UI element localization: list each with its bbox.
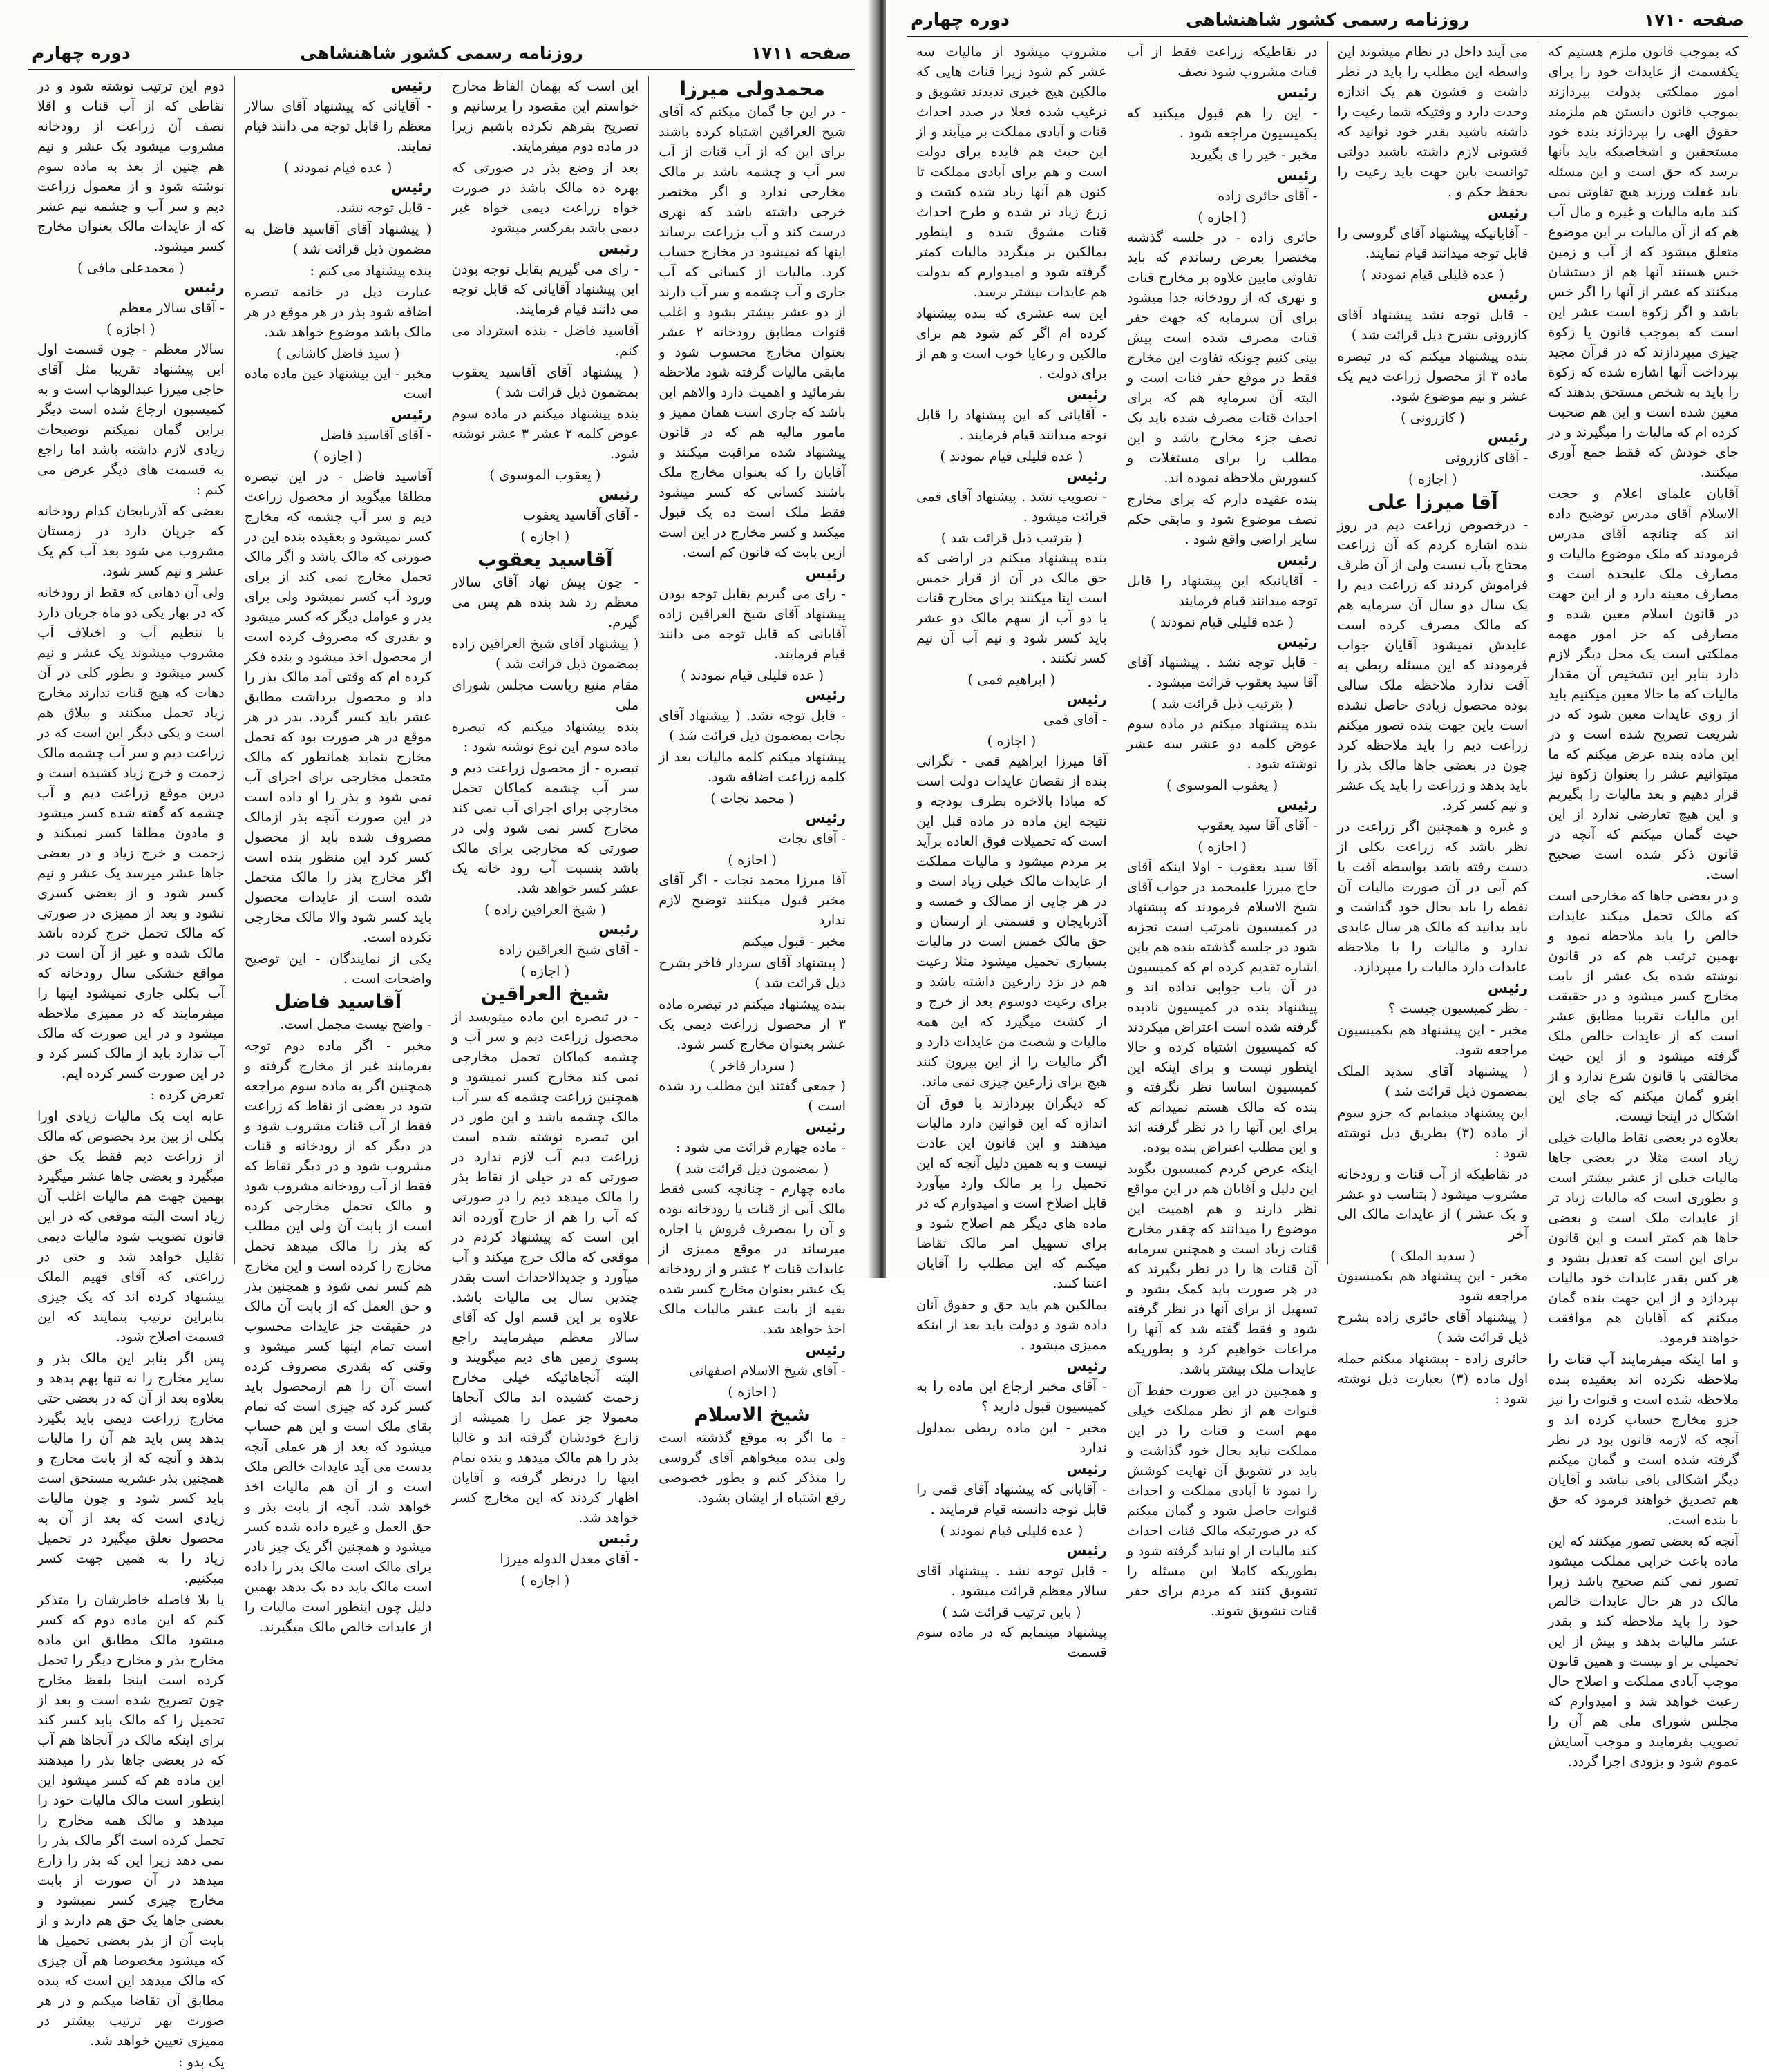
- paragraph: این سه عشری که بنده پیشنهاد کرده ام اگر کم شود هم برای مالکین و رعایا خوب است و هم از برای دولت .: [916, 305, 1107, 381]
- right-page: [886, 0, 1769, 1769]
- speaker-label: رئیس: [391, 406, 432, 423]
- paragraph: آقاسید فاضل - بنده استرداد می کنم.: [451, 323, 639, 359]
- paragraph: آقا سید یعقوب - اولا اینکه آقای حاج میرزا علیمحمد در جواب آقای شیخ الاسلام فرمودند که پیشنهاد در کمیسیون نامرتب است تجزیه شود در جلسه گذشته بنده هم باین اشاره تقدیم کرده ام که کمیسیون در آن باب جوابی نداده اند و پیشنهاد بنده در کمیسیون نادیده گرفته شده است اعتراض میکردند که کمیسیون اشتباه کرده و حالا اینطور نیست و برای اینکه این کمیسیون اساسا نظر نگرفته و بنده که مالک هستم نمیدانم که برای این آنها را در نظر گرفته اند و این مطلب اعتراض بنده بوده.: [1126, 859, 1318, 1155]
- speaker-label: رئیس: [1066, 386, 1107, 403]
- paragraph: پیشنهاد مینمایم که در ماده سوم قسمت: [916, 1624, 1107, 1660]
- page-header: [28, 40, 855, 70]
- paragraph: مشروب میشود از مالیات سه عشر کم شود زیرا قنات هایی که مالکین هیچ خیری ندیدند تشویق و ترغیب شده فعلا در صدد احداث قنات و آبادی مملکت بر میآیند و از این حیث هم فایده برای دولت است و هم برای آبادی مملکت تا کنون هم آنها زیاد شده کشت و زرع زیاد تر شده و طرح احداث قنات مشوق شده و اینطور بمالکین بر میگردد مالیات کمتر گرفته شود و امیدوارم که بدولت هم عایدات بیشتر برسد.: [916, 44, 1107, 300]
- centered-note: ( عده قیام نمودند ): [283, 160, 392, 175]
- paragraph: یکی از نمایندگان - این توضیح واضحات است .: [244, 951, 432, 987]
- speaker-label: رئیس: [805, 1342, 846, 1358]
- speaker-heading: محمدولی میرزا: [679, 77, 825, 100]
- speaker-label: رئیس: [1066, 1358, 1107, 1374]
- paragraph: که بموجب قانون ملزم هستیم که یکقسمت از عایدات خود را برای امور مملکتی بدولت بپردازند بموجب قانون دانستن هم ملزمند حقوق الهی را بپردازند بنده خود مستحقین و اشخاصیکه باید بآنها برسد که حق است و این مسئله باید غفلت ورزید هیچ تفاوتی نمی کند مایه مالیات و غیره و مال آب هم که از آن مالیات بر این موضوع متعلق میشود که از آب و زمین خس هستند آنها هم از دستشان میکنند که عشر از آنها را اگر خس باشد و اگر زکوة است عشر این است که بموجب قانون یا زکوة چیزی میپردازند که در قرآن مجید بپرداخت آنها اشاره شده که زکوة را باید به شخص مستحق بدهند که معین شده است و این هم صحبت کرده ام که مالیات را میگیرند و در جای خودش که فقط جمع آوری میکنند.: [1548, 44, 1739, 480]
- paragraph: در نقاطیکه از آب قنات و رودخانه مشروب میشود ( بتناسب دو عشر و یک عشر ) از عایدات مالک الی آخر: [1337, 1166, 1529, 1242]
- text-column: [1538, 41, 1748, 1769]
- paragraph: - واضح نیست مجمل است.: [280, 1016, 432, 1032]
- text-column: [1327, 41, 1538, 1407]
- session-label: دوره چهارم: [911, 10, 1010, 30]
- paragraph: دوم این ترتیب نوشته شود و در نقاطی که از آب قنات و اقلا نصف آن زراعت از رودخانه مشروب میشود یک عشر و نیم هم چنین از بعد به ماده سوم نوشته شود و از معمول زراعت دیم و سر آب و چشمه نیم عشر که از عایدات مالک بعنوان مخارج کسر میشود.: [37, 78, 225, 254]
- paragraph: - آقایانیکه پیشنهاد آقای گروسی را قابل توجه میدانند قیام نمایند.: [1337, 225, 1529, 261]
- centered-note: ( عده قلیلی قیام نمودند ): [940, 448, 1084, 464]
- speaker-label: رئیس: [1488, 205, 1529, 221]
- centered-note: ( باین ترتیب قرائت شد ): [942, 1604, 1081, 1620]
- paragraph: - در این جا گمان میکنم که آقای شیخ العراقین اشتباه کرده باشند برای این که از آب قنات از آب سر آب و چشمه باشد بر مالک مخارجی ندارد و اگر مختصر خرجی داشته باشد که نهری درست کند و آب بزراعت برساند اینها که نمیشود در مخارج حساب کرد. مالیات از کسانی که آب جاری و آب چشمه و سر آب دارند از دو عشر بیشتر بشود و اغلب قنوات مطابق رودخانه ۲ عشر بعنوان مخارج محسوب شود و مابقی مالیات گرفته شود ملاحظه بفرمائید و اهمیت دارد والاهم این باشد که جاری است همان ممیز و مامور مالیه هم که در قانون پیشنهاد شده مراقبت میکنند و آقایان را که بعنوان مخارج ملک باشند کسانی که کسر میشود فقط ملک است ده یک قبول میکنند و کسر مخارج در این است ازین بابت که قانون کم است.: [659, 104, 846, 560]
- paragraph: - قابل توجه نشد.: [336, 200, 432, 216]
- paragraph: - قابل توجه نشد پیشنهاد آقای کازرونی بشرح ذیل قرائت شد ): [1337, 307, 1529, 343]
- text-column: [1117, 41, 1327, 1619]
- text-column: [28, 76, 234, 2070]
- centered-note: ( بمضمون ذیل قرائت شد ): [676, 1161, 829, 1177]
- paragraph: - آقای معدل الدوله میرزا: [500, 1551, 639, 1567]
- speaker-label: رئیس: [184, 279, 225, 296]
- paragraph: ( پیشنهاد آقای سدید الملک بمضمون ذیل قرائت شد ): [1337, 1063, 1529, 1099]
- speaker-label: رئیس: [1277, 167, 1318, 184]
- paragraph: - آقای سالار معظم: [118, 300, 225, 316]
- paragraph: مخبر - قبول میکنم: [741, 933, 846, 949]
- paragraph: این پیشنهاد مینمایم که جزو سوم از ماده (۳) بطریق ذیل نوشته شود :: [1337, 1105, 1529, 1161]
- speaker-label: رئیس: [1066, 691, 1107, 707]
- paragraph: بنده پیشنهاد میکنم در ماده سوم عوض کلمه دو عشر سه عشر نوشته شود .: [1126, 716, 1318, 772]
- paragraph: و همچنین در این صورت حفظ آن قنوات هم از نظر مملکت خیلی مهم است و قنات را در این مملکت نباید بحال خود گذاشت و باید در تشویق آن نهایت کوشش را نمود تا آبادی مملکت و احداث قنوات حاصل شود و گمان میکنم که در صورتیکه مالک قنات احداث کند مالیات از او نباید گرفته شود و بطوریکه کاملا این مسئله را تشویق کنند که مردم برای حفر قنات تشویق شوند.: [1126, 1382, 1318, 1619]
- centered-note: ( اجازه ): [728, 852, 777, 868]
- newspaper-title: روزنامه رسمی کشور شاهنشاهی: [300, 43, 583, 63]
- centered-note: ( کازرونی ): [1400, 410, 1465, 426]
- paragraph: - آقایانی که این پیشنهاد را قابل توجه میدانند قیام فرمایند .: [916, 407, 1107, 443]
- paragraph: ( پیشنهاد آقای حائری زاده بشرح ذیل قرائت شد ): [1337, 1309, 1529, 1345]
- paragraph: آنچه که بعضی تصور میکنند که این ماده باعث خرابی مملکت میشود تصور نمی کنم صحیح باشد زیرا مالک در هر حال عایدات خالص خود را باید ملاحظه کند و بقدر عشر مالیات بدهد و بیش از این تحمیلی بر او نیست و همین قانون موجب آبادی مملکت و اصلاح حال رعیت خواهد شد و امیدوارم که مجلس شورای ملی هم آن را تصویب بفرمایند و موجب آسایش عموم شود و بزودی اجرا گردد.: [1548, 1533, 1739, 1769]
- speaker-heading: آقاسید فاضل: [274, 990, 402, 1013]
- centered-note: ( یعقوب الموسوی ): [489, 467, 601, 483]
- page-number: صفحه ۱۷۱۱: [750, 43, 851, 63]
- paragraph: مخبر - اگر ماده دوم توجه بفرمایند غیر از مخارج گرفته و همچنین اگر به ماده سوم مراجعه شود در بعضی از نقاط که زراعت فقط از آب قنات مشروب شود و در دیگر که از رودخانه و قنات مشروب شود و در دیگر نقاط که فقط از آب رودخانه مشروب شود و مالک تحمل مخارجی کرده است از بابت آن ولی این مطلب که بذر را مالک میدهد تحمل مخارج را کرده است و این مخارج هم کسر نمی شود و همچنین بذر و حق العمل که از بابت آن مالک در حقیقت جز عایدات محسوب است تمام اینها کسر میشود و وقتی که بقدری مصروف کرده است آن را هم ازمحصول باید کسر کرد که چیزی است که تمام بقای ملک است و این هم حساب میشود که بعد از هر عملی آنچه بدست می آید عایدات خالص ملک است و از آن هم مالیات اخذ خواهد شد. آنچه از بابت بذر و حق العمل و غیره داده شده کسر میشود و همچنین اگر یک چیز نادر برای مالک است مالک بذر را داده است مالک باید ده یک بدهد بهمین دلیل چون اینطور است مالیات را از عایدات خالص مالک میگیرند.: [244, 1038, 432, 1635]
- text-column: [442, 76, 649, 1588]
- paragraph: ولی آن دهاتی که فقط از رودخانه که در بهار یکی دو ماه جریان دارد با تنظیم آب و اختلاف آب مشروب میشوند یک عشر و نیم کسر میشود و بطور کلی در آن دهات که هیچ قنات ندارند مخارج زیاد تحمل میکنند و بیلاق هم است و یکی دیگر این است که در زراعت دیم و سر آب چشمه مالک زحمت و خرج زیاد کشیده است و درین موقع زراعت دیم و آب چشمه که گفته شده کسر میشود و مادون مطلقا کسر نمیکند و زحمت و خرج زیاد و در بعضی جاها عشر میرسد یک عشر و نیم کسر شود و از بعضی کسری نشود و بعد از ممیزی در صورتی که مالک تحمل خرج کرده باشد مالک شده و غیر از آن است در مواقع خشکی سال رودخانه که آب بکلی جاری نمیشود اینها را میفرمایند که در ممیزی ملاحظه میشود و در این صورت که مالک آب ندارد باید از مالک کسر کرد و در این صورت کسر کرده ایم.: [37, 584, 225, 1081]
- centered-note: ( اجازه ): [520, 1572, 570, 1588]
- paragraph: - رای می گیریم بقابل توجه بودن این پیشنهاد آقایانی که قابل توجه می دانند قیام فرمایند.: [451, 261, 639, 317]
- centered-note: ( سدید الملک ): [1390, 1248, 1475, 1264]
- paragraph: - آقای شیخ العراقین زاده: [498, 942, 639, 958]
- speaker-label: رئیس: [1488, 286, 1529, 303]
- centered-note: ( اجازه ): [106, 321, 155, 337]
- paragraph: این است که بهمان الفاظ مخارج خواستم این مقصود را برسانیم و تصریح بقرهم نکرده باشیم زیرا در ماده دوم میفرمایند.: [451, 78, 639, 154]
- speaker-label: رئیس: [598, 921, 639, 938]
- speaker-label: رئیس: [1277, 797, 1318, 813]
- paragraph: ماده چهارم - چنانچه کسی فقط مالک آبی از قنات یا رودخانه بوده و آن را بمصرف فروش یا اجاره میرساند در موقع ممیزی از عایدات قنات ۲ عشر و از رودخانه یک عشر بعنوان مخارج کسر شده بقیه از بابت عشر مالیات مالک اخذ خواهد شد.: [659, 1181, 846, 1337]
- paragraph: مقام منیع ریاست مجلس شورای ملی: [451, 677, 639, 713]
- centered-note: ( یعقوب الموسوی ): [1166, 777, 1278, 793]
- paragraph: - آقای آقا سید یعقوب: [1197, 817, 1318, 833]
- paragraph: ( جمعی گفتند این مطلب رد شده است ): [659, 1078, 846, 1114]
- paragraph: - درخصوص زراعت دیم در روز بنده اشاره کردم که آن زراعت محتاج بآب نیست ولی از آن طرف فراموش کردند که زراعت دیم را یک سال دو سال آن سرمایه هم که مالک مصرف کرده است عایدش نمیشود آقایان جواب فرمودند که این مسئله ربطی به آفت ندارد ملاحظه ملک سالی بوده محصول زیادی حاصل نشده است باین جهت بنده تصور میکنم زراعت دیم را باید ملاحظه کرد چون در بعضی جاها مالک بذر را باید بدهد و زراعت را باید یک عشر و نیم کسر کرد.: [1337, 517, 1529, 813]
- paragraph: - آقای نجات: [778, 830, 846, 846]
- centered-note: ( محمدعلی مافی ): [77, 260, 185, 276]
- centered-note: ( عده قلیلی قیام نمودند ): [940, 1523, 1084, 1539]
- paragraph: یا بلا فاصله خاطرشان را متذکر کنم که این ماده دوم که کسر میشود مالک مطابق این ماده مخارج بذر و مخارج دیگر را تحمل کرده است اینجا بلفظ مخارج چون تصریح شده است و بعد از تحمیل را که مالک باید کسر کند برای اینکه مالک در آنجاها هم آب که در بعضی جاها بذر را میدهند این ماده هم که کسر میشود این اینطور است مالک مالیات خود را میدهد و مالک همه مخارج را تحمل کرده است اگر مالک بذر را نمی دهد زیرا این که بذر را زارع میدهد در آن صورت از بابت مخارج چیزی کسر نمیشود و بعضی جاها یک حق هم دارند و از بابت آن از بذر بعضی تحمیل ها که میشود مخصوصا هم آن چیزی که مالک میدهد این است که بنده مطابق آن تقاضا میکنم و در هر صورت بهر ترتیب بیشتر در ممیزی تعیین خواهد شد.: [37, 1592, 225, 2049]
- paragraph: می آیند داخل در نظام میشوند این واسطه این مطلب را باید در نظر داشت و قشون هم یک اندازه وحدت دارد و وقتیکه شما رعیت را داشته باشید بقدر خود نوانید که قشونی لازم داشته باشید دولتی توانست باین جهت باید رعیت را بحفظ حکم و .: [1337, 44, 1529, 200]
- paragraph: تعرض کرده :: [150, 1087, 225, 1103]
- paragraph: بنده پیشنهاد میکنم در ماده سوم عوض کلمه ۲ عشر ۳ عشر نوشته شود.: [451, 406, 639, 462]
- speaker-label: رئیس: [598, 1530, 639, 1547]
- page-number: صفحه ۱۷۱۰: [1643, 10, 1744, 30]
- paragraph: آقا میرزا ابراهیم قمی - نگرانی بنده از نقصان عایدات دولت است که مبادا بالاخره بطرف بودجه و نتیجه این ماده در ماده قبل این است که تحمیلات فوق العاده برآید بر مردم میشود و مالیات مملکت از عایدات مالک خیلی زیاد است و در هر جایی از ممالک و خمسه و آذربایجان و قسمتی از ارستان و حق مالک خمس است در مالیات بسیاری تحمیل میشود مثلا رعیت هم در نزد زارعین داشته باشد و برای رعیت دوسوم بعد از خرج و از کشت میگیرد که این همه مالیات و شصت من عایدات دارد و اگر مالیات را از این بیرون کنند هیچ برای زارعین چیزی نمی ماند.: [916, 753, 1107, 1090]
- centered-note: ( شیخ العراقین زاده ): [484, 902, 606, 918]
- paragraph: مخبر - این پیشنهاد عین ماده ماده است: [244, 365, 432, 401]
- paragraph: - آقایانیکه این پیشنهاد را قابل توجه میدانند قیام فرمایند: [1126, 573, 1318, 609]
- paragraph: سالار معظم - چون قسمت اول این پیشنهاد تقریبا مثل آقای حاجی میرزا عبدالوهاب است و به کمیسیون ارجاع شده است دیگر براین گمان نمیکنم توضیحات زیادی لازم داشته باشد اما راجع به قسمت های دیگر عرض می کنم :: [37, 341, 225, 497]
- paragraph: بنده پیشنهاد میکنم در اراضی که حق مالک در آن از قرار خمس است اینا میکنند برای مخارج قنات یا دو آب از سهم مالک دو عشر باید کسر شود و نیم آب آن نیم کسر نکنند .: [916, 550, 1107, 666]
- paragraph: بعلاوه در بعضی نقاط مالیات خیلی زیاد است مثلا در بعضی جاها مالیات خیلی از عشر بیشتر است و بطوری است که مالیات زیاد تر از عایدات ملک است و بعضی جاها هم کمتر است و این قانون برای این است که تعدیل بشود و هر کس بقدر عایدات خود مالیات بپردازد و از این جهت بنده گمان میکنم که آقایان هم موافقت خواهند فرمود.: [1548, 1130, 1739, 1346]
- speaker-label: رئیس: [1488, 980, 1529, 996]
- speaker-label: رئیس: [1488, 429, 1529, 446]
- speaker-label: رئیس: [1066, 1461, 1107, 1477]
- speaker-label: رئیس: [1277, 552, 1318, 569]
- centered-note: ( اجازه ): [1198, 209, 1247, 225]
- paragraph: مخبر - این پیشنهاد هم بکمیسیون مراجعه شود.: [1337, 1022, 1529, 1058]
- text-columns: [28, 76, 855, 2070]
- centered-note: ( بترتیب ذیل قرائت شد ): [1151, 696, 1293, 712]
- paragraph: - در تبصره این ماده مینویسد از محصول زراعت دیم و سر آب و چشمه کماکان تحمل مخارجی نمی کند مخارج کسر نمیشود و همچنین زراعت چشمه که سر آب مالک چشمه باشد و این طور در این تبصره نوشته شده است زراعت دیم آب لازم ندارد در صورتی که در خیلی از نقاط بذر را مالک میدهد دیم را در صورتی که آب را هم از خارج آورده اند این است که پیشنهاد کردم در موقعی که مالک خرج میکند و آب میآورد و جدیدالاحداث است بقدر چندین سال بی مالیات باشد. علاوه بر این قسم اول که آقای سالار معظم میفرمایند راجع بسوی زمین های دیم میگویند و البته آنجاهائیکه خیلی مخارج زحمت کشیده اند مالک آنجاها معمولا جز عمل را همیشه از زارع خودشان گرفته اند و غالبا بذر را هم مالک میدهد و بنده تمام اینها را درنظر گرفته و آقایان اظهار کردند که این مخارج کسر خواهد شد.: [451, 1009, 639, 1526]
- speaker-label: رئیس: [805, 565, 846, 582]
- paragraph: - چون پیش نهاد آقای سالار معظم رد شد بنده هم پس می گیرم.: [451, 574, 639, 630]
- speaker-label: رئیس: [1066, 1542, 1107, 1559]
- speaker-heading: شیخ العراقین: [480, 982, 610, 1005]
- centered-note: ( اجازه ): [520, 529, 570, 544]
- paragraph: مخبر - این پیشنهاد هم بکمیسیون مراجعه شود: [1337, 1268, 1529, 1304]
- centered-note: ( محمد نجات ): [710, 790, 794, 806]
- speaker-label: رئیس: [1066, 468, 1107, 484]
- paragraph: یک بدو :: [178, 2054, 225, 2070]
- text-column: [234, 76, 442, 1635]
- paragraph: بعضی که آذربایجان کدام رودخانه که جریان دارد در زمستان مشروب می شود بعد آب کم یک عشر و نیم کسر شود.: [37, 503, 225, 579]
- centered-note: ( سردار فاخر ): [710, 1058, 795, 1074]
- paragraph: - آقای قمی: [1043, 712, 1107, 728]
- paragraph: - قابل توجه نشد . پیشنهاد آقای سالار معظم قرائت میشود .: [916, 1563, 1107, 1599]
- text-column: [907, 41, 1117, 1660]
- speaker-label: رئیس: [1277, 634, 1318, 650]
- paragraph: مخبر - این ماده ربطی بمدلول ندارد: [916, 1420, 1107, 1456]
- centered-note: ( سید فاضل کاشانی ): [276, 345, 400, 361]
- paragraph: آقا میرزا محمد نجات - اگر آقای مخبر قبول میکنند توضیح لازم ندارد: [659, 872, 846, 928]
- paragraph: و در بعضی جاها که مخارجی است که مالک تحمل میکند عایدات خالص را باید ملاحظه نمود و بهمین ترتیب هم که در قانون نوشته شده یک عشر از بابت مخارج کسر میشود و در حقیقت این مالیات تقریبا مطابق عشر است که از عایدات خالص ملک گرفته میشود و از این حیث مخالفتی با قانون شرع ندارد و از اینرو گمان میکنم که جای این اشکال در اینجا نیست.: [1548, 888, 1739, 1124]
- paragraph: حائری زاده - پیشنهاد میکنم جمله اول ماده (۳) بعبارت ذیل نوشته شود :: [1337, 1351, 1529, 1407]
- paragraph: تبصره - از محصول زراعت دیم و سر آب چشمه کماکان تحمل مخارجی برای اجرای آب نمی کند مخارج کسر نمی شود ولی در صورتی که مخارجی برای مالک باشد بنسبت آب رود خانه یک عشر کسر خواهد شد.: [451, 760, 639, 896]
- paragraph: - آقایانی که پیشنهاد آقای سالار معظم را قابل توجه می دانند قیام نمایند.: [244, 98, 432, 154]
- paragraph: بنده پیشنهاد می کنم :: [310, 263, 432, 278]
- paragraph: بنده پیشنهاد میکنم که تبصره ماده سوم این نوع نوشته شود :: [451, 719, 639, 754]
- paragraph: حائری زاده - در جلسه گذشته مختصرا بعرض رساندم که باید تفاوتی مابین علاوه بر مخارج قنات و نهری که از رودخانه جدا میشود برای آن سرمایه که جهت حفر قنات مصرف شده است پیش بینی کنیم چونکه تفاوت این مخارج فقط در موقع حفر قنات است و البته آن سرمایه هم که برای احداث قنات مصرف شده باید یک نصف جزء مخارج باشد و این مطلب را برای مستغلات و کسورش ملاحظه نموده اند.: [1126, 229, 1318, 486]
- paragraph: بنده پیشنهاد میکنم در تبصره ماده ۳ از محصول زراعت دیمی یک عشر بعنوان مخارج کسر شود.: [659, 996, 846, 1052]
- paragraph: بنده عقیده دارم که برای مخارج نصف موضوع شود و مابقی حکم سایر اراضی واقع شود .: [1126, 491, 1318, 547]
- speaker-label: رئیس: [1277, 84, 1318, 101]
- text-column: [648, 76, 855, 1505]
- paragraph: بمالکین هم باید حق و حقوق آنان داده شود و دولت باید بعد از اینکه ممیزی میشود .: [916, 1297, 1107, 1353]
- speaker-label: رئیس: [598, 240, 639, 257]
- left-page: [0, 0, 876, 2070]
- speaker-heading: شیخ الاسلام: [694, 1403, 811, 1426]
- paragraph: - آقای حائری زاده: [1218, 188, 1318, 204]
- speaker-heading: آقاسید یعقوب: [477, 548, 613, 571]
- paragraph: - آقای آقاسید فاضل: [320, 427, 432, 443]
- paragraph: - تصویب نشد . پیشنهاد آقای قمی قرائت میشود .: [916, 488, 1107, 524]
- paragraph: ( پیشنهاد آقای آقاسید فاضل به مضمون ذیل قرائت شد ): [244, 221, 432, 257]
- paragraph: که دیگران بپردازند با فوق آن اندازه که این قوانین دارد مالیات میدهند و این قانون این عادت نیست و به همین دلیل آنچه که این تحمیل را بر مالک وارد میآورد قابل اصلاح است و امیدوارم که در ماده های دیگر هم اصلاح شود و برای تسهیل امر مالک تقاضا میکنم که این مطلب را آقایان اعتنا کنند.: [916, 1095, 1107, 1291]
- centered-note: ( اجازه ): [1198, 839, 1247, 855]
- speaker-label: رئیس: [598, 486, 639, 503]
- paragraph: مخبر - خیر را ی بگیرید: [1189, 146, 1318, 162]
- speaker-heading: آقا میرزا علی: [1368, 491, 1498, 513]
- paragraph: ( پیشنهاد آقای شیخ العراقین زاده بمضمون ذیل قرائت شد ): [451, 636, 639, 672]
- centered-note: ( اجازه ): [520, 963, 570, 979]
- paragraph: - آقای آقاسید یعقوب: [522, 507, 639, 523]
- speaker-label: رئیس: [391, 77, 432, 94]
- paragraph: - ما اگر به موقع گذشته است ولی بنده میخواهم آقای گروسی را متذکر کنم و بطور خصوصی رفع اشتباه از ایشان بشود.: [659, 1429, 846, 1505]
- speaker-label: رئیس: [805, 687, 846, 703]
- paragraph: عبارت ذیل در خاتمه تبصره اضافه شود بذر در هر موقع در هر مالک باشد موضوع خواهد شد.: [244, 284, 432, 340]
- centered-note: ( ابراهیم قمی ): [967, 672, 1056, 687]
- centered-note: ( عده قلیلی قیام نمودند ): [1361, 267, 1504, 283]
- paragraph: - قابل توجه نشد. ( پیشنهاد آقای نجات بمضمون ذیل قرائت شد ): [659, 707, 846, 743]
- paragraph: بنده پیشنهاد میکنم که در تبصره ماده ۳ از محصول زراعت دیم یک عشر و نیم موضوع شود.: [1337, 348, 1529, 404]
- paragraph: ( پیشنهاد آقای آقاسید یعقوب بمضمون ذیل قرائت شد ): [451, 364, 639, 400]
- session-label: دوره چهارم: [32, 43, 131, 63]
- paragraph: - این را هم قبول میکنید که بکمیسیون مراجعه شود .: [1126, 105, 1318, 141]
- speaker-label: رئیس: [805, 1119, 846, 1135]
- text-columns: [907, 41, 1748, 1769]
- paragraph: آقاسید فاضل - در این تبصره مطلقا میگوید از محصول زراعت دیم و سر آب چشمه که مخارج کسر نمیشود و بعقیده بنده این در صورتی که مالک باشد و اگر مالک تحمل مخارج نمی کند از برای ورود آب کسر نمیشود ولی برای بذر و عوامل دیگر که کسر میشود و بقدری که مصروف کرده است از محصول اخذ میشود و بنده فکر کرده ام که وقتی آمد مالک بذر را داد و محصول برداشت مطابق عشر باید کسر گردد. بذر در هر موقع در هر صورت بود که تحمل مخارج بنماید همانطور که مالک متحمل مخارجی برای اجرای آب نمی شود و بذر را او داده است در این صورت آنچه بذر ازمالک مصروف شده باید از محصول کسر کرد این منظور بنده است اگر مخارج بذر را مالک متحمل شده است از عایدات محصول باید کسر شود والا مالک مخارجی نکرده است.: [244, 468, 432, 945]
- paragraph: - آقای مخبر ارجاع این ماده را به کمیسیون قبول دارید ؟: [916, 1378, 1107, 1414]
- paragraph: در نقاطیکه زراعت فقط از آب قنات مشروب شود نصف: [1126, 44, 1318, 79]
- paragraph: - نظر کمیسیون چیست ؟: [1388, 1000, 1529, 1016]
- page-header: [907, 7, 1748, 37]
- centered-note: ( اجازه ): [987, 733, 1037, 749]
- paragraph: بعد از وضع بذر در صورتی که بهره ده مالک باشد در صورت خواه زراعت دیمی خواه غیر دیمی باشد بقرکسر میشود: [451, 160, 639, 236]
- newspaper-title: روزنامه رسمی کشور شاهنشاهی: [1186, 10, 1469, 30]
- paragraph: و اما اینکه میفرمایند آب قنات را ملاحظه نکرده اند بعقیده بنده ملاحظه شده است و قنوات را نیز جزو مخارج حساب کرده اند و آنچه که لازمه قانون بود در نظر گرفته شده است و گمان میکنم دیگر اشکالی باقی نباشد و آقایان هم تصدیق خواهند فرمود که حق با بنده است.: [1548, 1351, 1739, 1528]
- paragraph: و غیره و همچنین اگر زراعت در نظر باشد که زراعت بکلی از دست رفته باشد بواسطه آفت یا کم آبی در آن صورت مالیات آن نقطه را باید بحال خود گذاشت و باید بدانید که مالک هر سال عایدی ندارد و مالیات را با ملاحظه عایدات دارد مالیات را میپردازد.: [1337, 819, 1529, 975]
- paragraph: ( پیشنهاد آقای سردار فاخر بشرح ذیل قرائت شد ): [659, 955, 846, 991]
- speaker-label: رئیس: [391, 179, 432, 196]
- paragraph: عابه ایت یک مالیات زیادی اورا بکلی از بین برد بخصوص که مالک از زراعت دیم فقط یک حق میگیرد و بعضی جاها عشر میگیرد بهمین جهت هم مالیات اغلب آن زیاد است البته موقعی که در این قانون تصویب شود مالیات دیمی تقلیل خواهد شد و حتی در زراعتی که آقای قهیم الملک پیشنهاد کرده اند که یک چیزی بنابراین ترتیب بنمایند که این قسمت اصلاح شود.: [37, 1108, 225, 1344]
- paragraph: - آقایانی که پیشنهاد آقای قمی را قابل توجه دانسته قیام فرمایند .: [916, 1481, 1107, 1517]
- paragraph: پس اگر بنابر این مالک بذر و سایر مخارج را نه تنها بهم بدهد و بعلاوه بعد از آن که در بعضی حتی مخارج زراعت دیمی باید بگیرد بدهد پس باید هم آن را مالیات بدهد و آنچه که از بابت مخارج و همچنین بذر عشریه مستحق است باید کسر شود و چون مالیات زیادی است که بعد از آن به محصول تعلق میگیرد در تحمیل زیاد را به همین جهت کسر میکنیم.: [37, 1350, 225, 1586]
- centered-note: ( اجازه ): [728, 1384, 777, 1400]
- paragraph: اینکه عرض کردم کمیسیون بگوید این دلیل و آقایان هم در این مواقع نظر دارند و هم اهمیت این موضوع را میدانند که چقدر مخارج قنات زیاد است و همچنین سرمایه آن قنات ها را در نظر بگیرند که در هر صورت باید کمک بشود و تسهیل از برای آنها در نظر گرفته شود و فقط گفته شد که آنها را مراعات خواهیم کرد و بطوریکه عایدات ملک بیشتر باشد.: [1126, 1161, 1318, 1377]
- centered-note: ( اجازه ): [313, 448, 363, 464]
- paragraph: - آقای کازرونی: [1445, 450, 1529, 466]
- paragraph: - ماده چهارم قرائت می شود :: [676, 1139, 846, 1155]
- paragraph: - رای می گیریم بقابل توجه بودن پیشنهاد آقای شیخ العراقین زاده آقایانی که قابل توجه می دانند قیام فرمایند.: [659, 586, 846, 662]
- centered-note: ( بترتیب ذیل قرائت شد ): [940, 530, 1082, 546]
- paragraph: آقایان علمای اعلام و حجت الاسلام آقای مدرس توضیح داده اند که چنانچه آقای مدرس فرمودند که ملک موضوع مالیات و مصارف ملک علیحده است و مصارف معینه دارد و از این جهت در قانون اسلام معین شده و مصارفی که جز امور مهمه مملکتی است یک محل دیگر لازم دارد بنابر این تشخیص آن مقدار مالیات که ما حالا معین میکنیم باید از روی عایدات معین شود که در شریعت تصریح شده است و در این ماده بنده عرض میکنم که ما میتوانیم عشر را بعنوان زکوة نیز قرار دهیم و بعد مالیات را بگیریم و این هیچ تعارضی ندارد از این حیث گمان میکنم که آنچه در قانون ذکر شده است صحیح است.: [1548, 486, 1739, 882]
- paragraph: - قابل توجه نشد . پیشنهاد آقای آقا سید یعقوب قرائت میشود .: [1126, 654, 1318, 690]
- centered-note: ( عده قلیلی قیام نمودند ): [1151, 614, 1294, 630]
- speaker-label: رئیس: [805, 810, 846, 826]
- centered-note: ( اجازه ): [1408, 471, 1457, 487]
- paragraph: - آقای شیخ الاسلام اصفهانی: [688, 1362, 846, 1378]
- centered-note: ( عده قلیلی قیام نمودند ): [681, 667, 824, 683]
- paragraph: پیشنهاد میکنم کلمه مالیات بعد از کلمه زراعت اضافه شود.: [659, 749, 846, 785]
